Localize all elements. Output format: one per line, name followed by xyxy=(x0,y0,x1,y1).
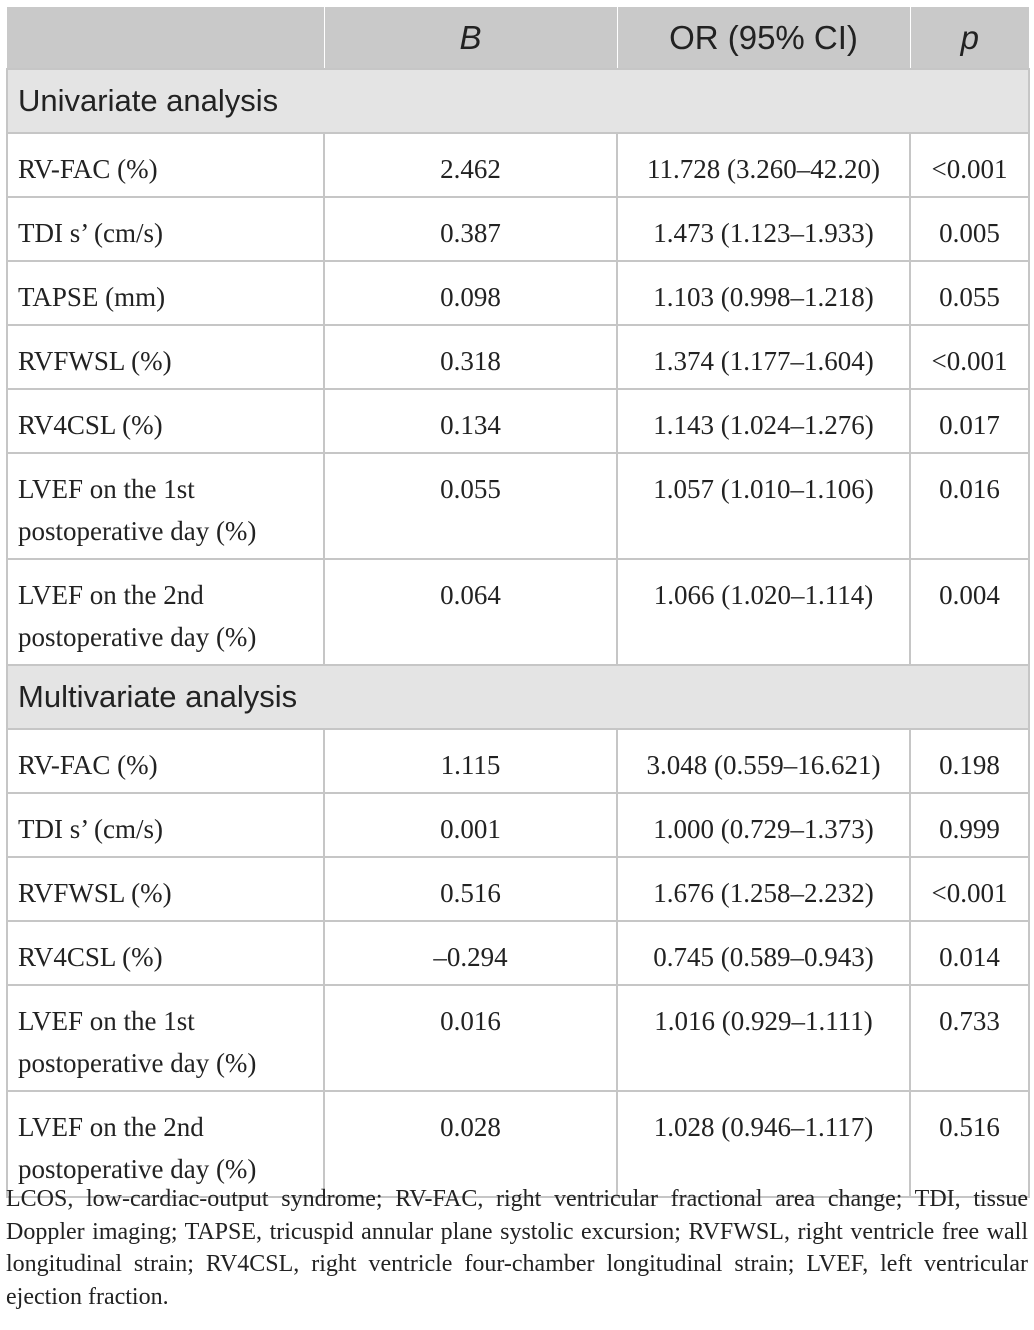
table-row xyxy=(7,729,1029,793)
cell-variable: RVFWSL (%) xyxy=(7,857,324,921)
cell-or: 1.066 (1.020–1.114) xyxy=(617,559,910,665)
cell-variable: LVEF on the 2nd postoperative day (%) xyxy=(7,1091,324,1197)
cell-p: 0.516 xyxy=(910,1091,1029,1197)
cell-p: 0.004 xyxy=(910,559,1029,665)
cell-or: 1.057 (1.010–1.106) xyxy=(617,453,910,559)
cell-variable: RV-FAC (%) xyxy=(7,133,324,197)
cell-p: <0.001 xyxy=(910,133,1029,197)
table-footnote: LCOS, low-cardiac-output syndrome; RV-FAC, right ventricular fractional area change; TDI, tissue Doppler imaging; TAPSE, tricuspid annular plane systolic excursion; RVFWSL, right ventricle free wall longitudinal strain; RV4CSL, right ventricle four-chamber longitudinal strain; LVEF, left ventricular ejection fraction. xyxy=(6,1186,1028,1310)
cell-b: 0.064 xyxy=(324,559,617,665)
cell-or: 3.048 (0.559–16.621) xyxy=(617,729,910,793)
header-variable xyxy=(7,7,324,70)
cell-or: 1.374 (1.177–1.604) xyxy=(617,325,910,389)
cell-variable: RVFWSL (%) xyxy=(7,325,324,389)
cell-b: 0.387 xyxy=(324,197,617,261)
cell-b: 0.318 xyxy=(324,325,617,389)
table-row xyxy=(7,389,1029,453)
table-row xyxy=(7,921,1029,985)
cell-b: 0.016 xyxy=(324,985,617,1091)
header-row xyxy=(7,7,1029,70)
table-body xyxy=(7,69,1029,1197)
cell-or: 1.143 (1.024–1.276) xyxy=(617,389,910,453)
header-b: B xyxy=(324,7,617,70)
cell-p: <0.001 xyxy=(910,857,1029,921)
cell-b: 2.462 xyxy=(324,133,617,197)
cell-p: 0.198 xyxy=(910,729,1029,793)
table-header xyxy=(7,7,1029,70)
cell-p: 0.999 xyxy=(910,793,1029,857)
cell-variable: RV4CSL (%) xyxy=(7,389,324,453)
cell-or: 1.016 (0.929–1.111) xyxy=(617,985,910,1091)
table-row xyxy=(7,197,1029,261)
cell-b: 0.516 xyxy=(324,857,617,921)
header-p: p xyxy=(910,7,1029,70)
table-row xyxy=(7,793,1029,857)
cell-b: –0.294 xyxy=(324,921,617,985)
cell-b: 0.055 xyxy=(324,453,617,559)
cell-variable: LVEF on the 1st postoperative day (%) xyxy=(7,453,324,559)
section-row xyxy=(7,665,1029,729)
table-row xyxy=(7,325,1029,389)
cell-p: 0.014 xyxy=(910,921,1029,985)
cell-b: 0.134 xyxy=(324,389,617,453)
logistic-regression-table xyxy=(6,6,1030,1198)
cell-variable: TDI s’ (cm/s) xyxy=(7,197,324,261)
cell-or: 1.000 (0.729–1.373) xyxy=(617,793,910,857)
cell-variable: TDI s’ (cm/s) xyxy=(7,793,324,857)
cell-variable: LVEF on the 2nd postoperative day (%) xyxy=(7,559,324,665)
cell-b: 0.001 xyxy=(324,793,617,857)
cell-b: 0.028 xyxy=(324,1091,617,1197)
cell-or: 1.103 (0.998–1.218) xyxy=(617,261,910,325)
cell-variable: RV-FAC (%) xyxy=(7,729,324,793)
cell-p: 0.733 xyxy=(910,985,1029,1091)
section-title: Multivariate analysis xyxy=(7,665,1029,729)
cell-or: 1.028 (0.946–1.117) xyxy=(617,1091,910,1197)
table-row xyxy=(7,857,1029,921)
table-row xyxy=(7,453,1029,559)
table-row xyxy=(7,261,1029,325)
cell-p: 0.055 xyxy=(910,261,1029,325)
cell-p: 0.005 xyxy=(910,197,1029,261)
results-table-container xyxy=(6,6,1028,1198)
cell-p: <0.001 xyxy=(910,325,1029,389)
cell-variable: LVEF on the 1st postoperative day (%) xyxy=(7,985,324,1091)
cell-b: 1.115 xyxy=(324,729,617,793)
table-row xyxy=(7,559,1029,665)
table-row xyxy=(7,133,1029,197)
header-or: OR (95% CI) xyxy=(617,7,910,70)
cell-b: 0.098 xyxy=(324,261,617,325)
table-row xyxy=(7,985,1029,1091)
cell-or: 1.676 (1.258–2.232) xyxy=(617,857,910,921)
cell-p: 0.017 xyxy=(910,389,1029,453)
cell-or: 1.473 (1.123–1.933) xyxy=(617,197,910,261)
cell-p: 0.016 xyxy=(910,453,1029,559)
section-title: Univariate analysis xyxy=(7,69,1029,133)
cell-variable: TAPSE (mm) xyxy=(7,261,324,325)
cell-variable: RV4CSL (%) xyxy=(7,921,324,985)
section-row xyxy=(7,69,1029,133)
cell-or: 11.728 (3.260–42.20) xyxy=(617,133,910,197)
table-row xyxy=(7,1091,1029,1197)
cell-or: 0.745 (0.589–0.943) xyxy=(617,921,910,985)
